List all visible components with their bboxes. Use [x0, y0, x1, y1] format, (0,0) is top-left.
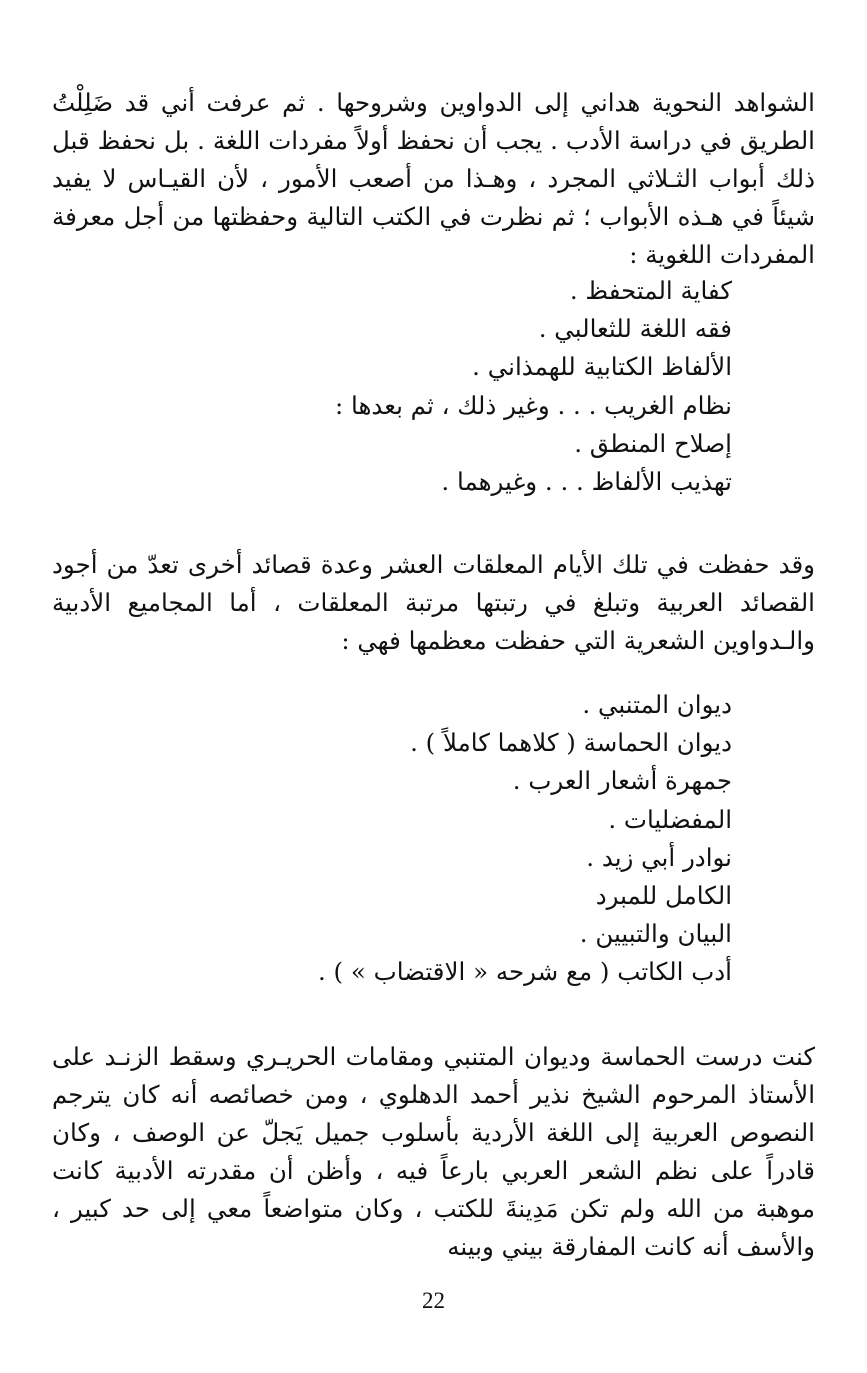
- paragraph-intro: [52, 84, 815, 274]
- list-item: الكامل للمبرد: [595, 881, 732, 911]
- list-item: أدب الكاتب ( مع شرحه « الاقتضاب » ) .: [317, 957, 732, 987]
- list-item: فقه اللغة للثعالبي .: [538, 314, 732, 344]
- list-item: البيان والتبيين .: [579, 919, 732, 949]
- page-number: 22: [422, 1288, 445, 1313]
- list-item: جمهرة أشعار العرب .: [512, 766, 732, 796]
- paragraph-text: وقد حفظت في تلك الأيام المعلقات العشر وعدة قصائد أخرى تعدّ من أجود القصائد العربية وتبلغ في رتبتها مرتبة المعلقات ، أما المجاميع الأدبية والـدواوين الشعرية التي حفظت معظمها فهي :: [52, 550, 815, 655]
- paragraph-text: كنت درست الحماسة وديوان المتنبي ومقامات الحريـري وسقط الزنـد على الأستاذ المرحوم الشيخ نذير أحمد الدهلوي ، ومن خصائصه أنه كان يترجم النصوص العربية إلى اللغة الأردية بأسلوب جميل يَجلّ عن الوصف ، وكان قادراً على نظم الشعر العربي بارعاً فيه ، وأظن أن مقدرته الأدبية كانت موهبة من الله ولم تكن مَدِينةَ للكتب ، وكان متواضعاً معي إلى حد كبير ، والأسف أنه كانت المفارقة بيني وبينه: [52, 1042, 815, 1261]
- vocabulary-books-list: [52, 272, 732, 501]
- list-item: إصلاح المنطق .: [574, 428, 732, 458]
- paragraph-memorized: [52, 546, 815, 660]
- paragraph-teacher: [52, 1038, 815, 1266]
- list-item: المفضليات .: [608, 804, 732, 834]
- list-item: الألفاظ الكتابية للهمذاني .: [472, 352, 732, 382]
- list-item: ديوان المتنبي .: [582, 690, 732, 719]
- list-item: نظام الغريب . . . وغير ذلك ، ثم بعدها :: [334, 390, 732, 420]
- list-item: نوادر أبي زيد .: [586, 842, 732, 872]
- paragraph-text: الشواهد النحوية هداني إلى الدواوين وشروحها . ثم عرفت أني قد ضَلِلْتُ الطريق في دراسة الأدب . يجب أن نحفظ أولاً مفردات اللغة . بل نحفظ قبل ذلك أبواب الثـلاثي المجرد ، وهـذا من أصعب الأمور ، لأن القيـاس لا يفيد شيئاً في هـذه الأبواب ؛ ثم نظرت في الكتب التالية وحفظتها من أجل معرفة المفردات اللغوية :: [52, 88, 815, 269]
- list-item: تهذيب الألفاظ . . . وغيرهما .: [441, 467, 732, 497]
- anthologies-list: [52, 686, 732, 992]
- list-item: كفاية المتحفظ .: [569, 276, 732, 305]
- list-item: ديوان الحماسة ( كلاهما كاملاً ) .: [410, 728, 732, 758]
